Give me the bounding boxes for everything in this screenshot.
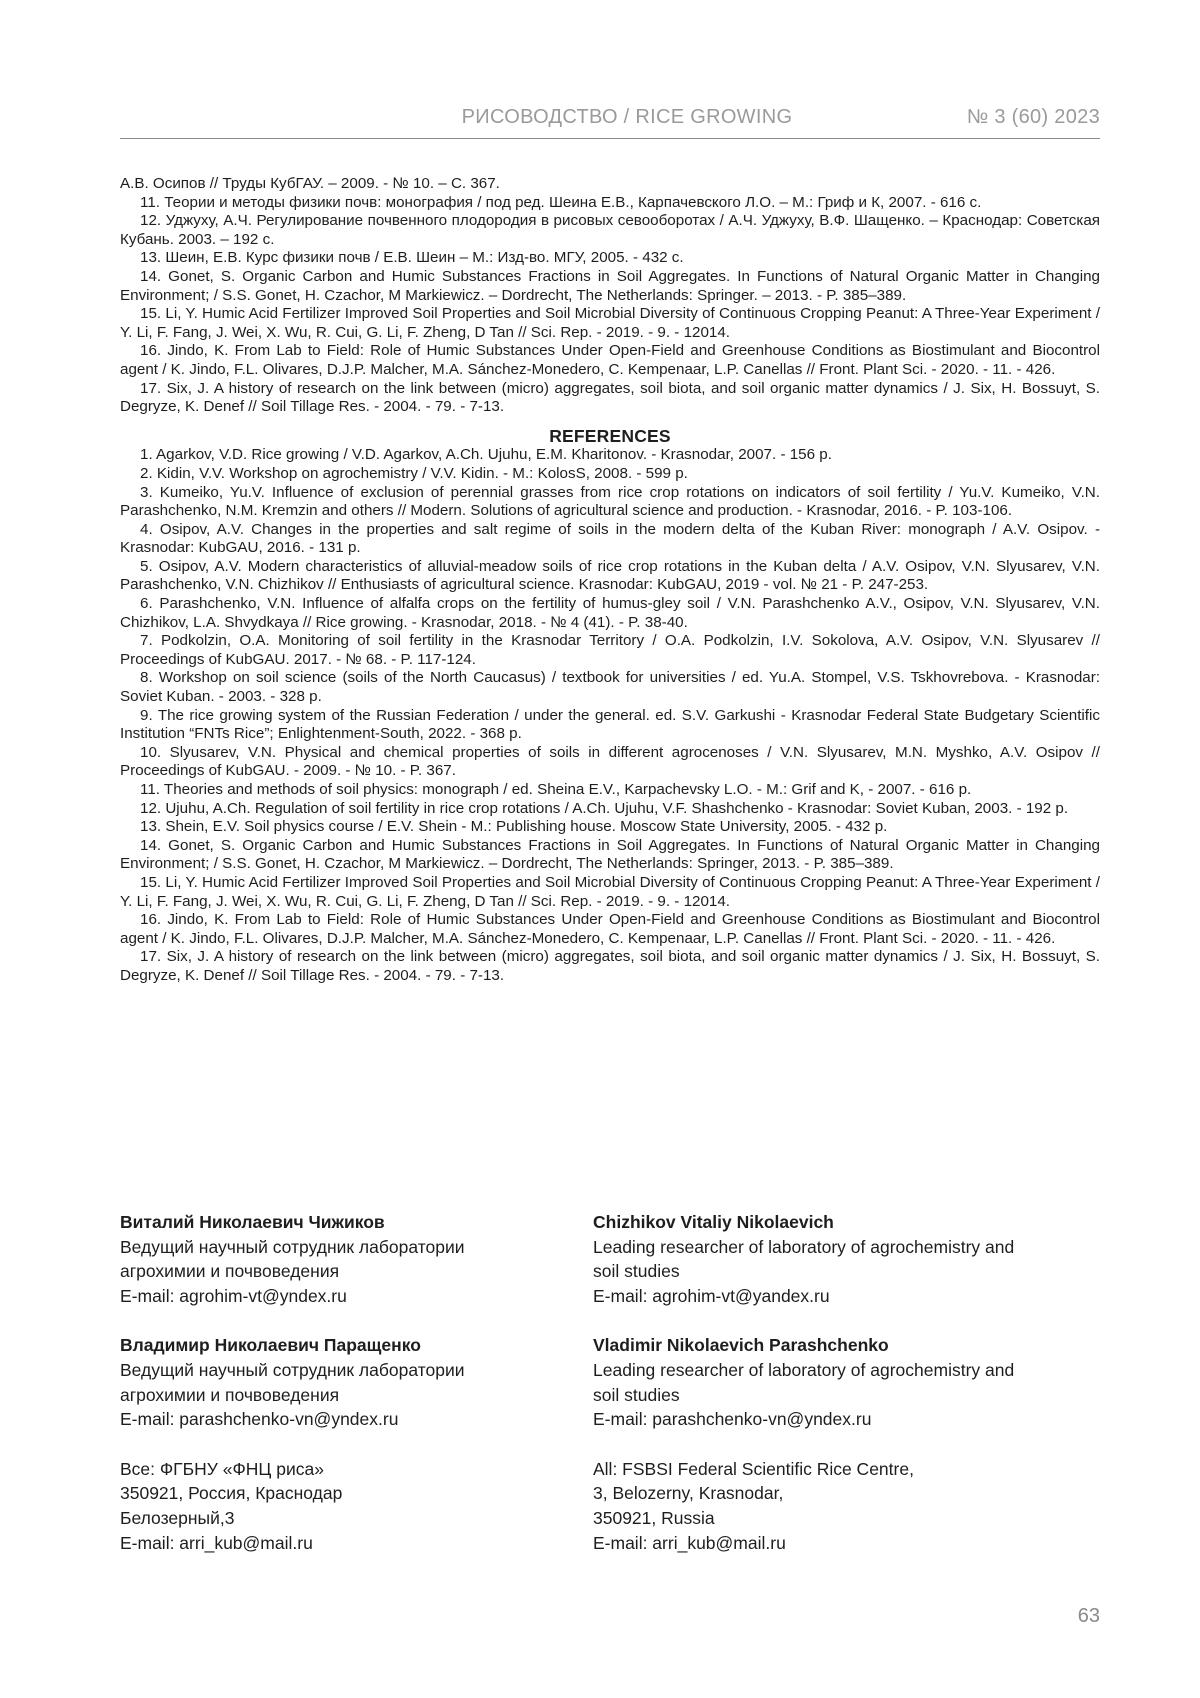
author-block bbox=[593, 1333, 1100, 1431]
reference-item: 11. Theories and methods of soil physics: monograph / ed. Sheina E.V., Karpachevsky L.O. - M.: Grif and K, - 2007. - 616 p. bbox=[120, 781, 1100, 800]
author-position: агрохимии и почвоведения bbox=[120, 1259, 560, 1284]
author-name: Владимир Николаевич Паращенко bbox=[120, 1333, 560, 1358]
author-position: агрохимии и почвоведения bbox=[120, 1383, 560, 1408]
page-number: 63 bbox=[1078, 1605, 1100, 1628]
affiliation-block bbox=[120, 1457, 560, 1555]
running-header bbox=[120, 104, 1100, 139]
affiliation-line: 350921, Россия, Краснодар bbox=[120, 1481, 560, 1506]
affiliation-line: All: FSBSI Federal Scientific Rice Centre, bbox=[593, 1457, 1100, 1482]
affiliation-line: Белозерный,3 bbox=[120, 1506, 560, 1531]
reference-item: 13. Shein, E.V. Soil physics course / E.V. Shein - M.: Publishing house. Moscow State University, 2005. - 432 p. bbox=[120, 818, 1100, 837]
reference-item: 4. Osipov, A.V. Changes in the properties and salt regime of soils in the modern delta of the Kuban River: monograph / A.V. Osipov. - Krasnodar: KubGAU, 2016. - 131 p. bbox=[120, 521, 1100, 558]
author-name: Виталий Николаевич Чижиков bbox=[120, 1210, 560, 1235]
author-block bbox=[120, 1210, 560, 1308]
affiliation-line: 3, Belozerny, Krasnodar, bbox=[593, 1481, 1100, 1506]
author-position: Leading researcher of laboratory of agrochemistry and bbox=[593, 1358, 1100, 1383]
author-position: Ведущий научный сотрудник лаборатории bbox=[120, 1235, 560, 1260]
reference-item: 3. Kumeiko, Yu.V. Influence of exclusion of perennial grasses from rice crop rotations on indicators of soil fertility / Yu.V. Kumeiko, V.N. Parashchenko, N.M. Kremzin and others // Modern. Solutions of agricultural science and production. - Krasnodar, 2016. - P. 103-106. bbox=[120, 484, 1100, 521]
reference-item: 7. Podkolzin, O.A. Monitoring of soil fertility in the Krasnodar Territory / O.A. Podkolzin, I.V. Sokolova, A.V. Osipov, V.N. Slyusarev // Proceedings of KubGAU. 2017. - № 68. - P. 117-124. bbox=[120, 632, 1100, 669]
author-info-ru bbox=[120, 1210, 560, 1580]
author-position: soil studies bbox=[593, 1383, 1100, 1408]
affiliation-line: Все: ФГБНУ «ФНЦ риса» bbox=[120, 1457, 560, 1482]
ru-reference-item: 16. Jindo, K. From Lab to Field: Role of Humic Substances Under Open-Field and Greenhouse Conditions as Biostimulant and Biocontrol agent / K. Jindo, F.L. Olivares, D.J.P. Malcher, M.A. Sánchez-Monedero, C. Kempenaar, L.P. Canellas // Front. Plant Sci. - 2020. - 11. - 426. bbox=[120, 342, 1100, 379]
issue-number: № 3 (60) 2023 bbox=[967, 106, 1100, 129]
references-heading: REFERENCES bbox=[120, 427, 1100, 446]
reference-item: 8. Workshop on soil science (soils of the North Caucasus) / textbook for universities / ed. Yu.A. Stompel, V.S. Tskhovrebova. - Krasnodar: Soviet Kuban. - 2003. - 328 p. bbox=[120, 669, 1100, 706]
author-email: E-mail: agrohim-vt@yndex.ru bbox=[120, 1284, 560, 1309]
ru-reference-item: 15. Li, Y. Humic Acid Fertilizer Improved Soil Properties and Soil Microbial Diversity of Continuous Cropping Peanut: A Three-Year Experiment / Y. Li, F. Fang, J. Wei, X. Wu, R. Cui, G. Li, F. Zheng, D Tan // Sci. Rep. - 2019. - 9. - 12014. bbox=[120, 305, 1100, 342]
ru-reference-item: 11. Теории и методы физики почв: монография / под ред. Шеина Е.В., Карпачевского Л.О. – М.: Гриф и К, 2007. - 616 с. bbox=[120, 194, 1100, 213]
ru-reference-item: 12. Уджуху, А.Ч. Регулирование почвенного плодородия в рисовых севооборотах / А.Ч. Уджуху, В.Ф. Шащенко. – Краснодар: Советская Кубань. 2003. – 192 с. bbox=[120, 212, 1100, 249]
ru-reference-item: А.В. Осипов // Труды КубГАУ. – 2009. - № 10. – С. 367. bbox=[120, 175, 1100, 194]
author-block bbox=[120, 1333, 560, 1431]
reference-item: 5. Osipov, A.V. Modern characteristics of alluvial-meadow soils of rice crop rotations in the Kuban delta / A.V. Osipov, V.N. Slyusarev, V.N. Parashchenko, V.N. Chizhikov // Enthusiasts of agricultural science. Krasnodar: KubGAU, 2019 - vol. № 21 - P. 247-253. bbox=[120, 558, 1100, 595]
reference-item: 14. Gonet, S. Organic Carbon and Humic Substances Fractions in Soil Aggregates. In Functions of Natural Organic Matter in Changing Environment; / S.S. Gonet, H. Czachor, M Markiewicz. – Dordrecht, The Netherlands: Springer, 2013. - P. 385–389. bbox=[120, 837, 1100, 874]
author-name: Chizhikov Vitaliy Nikolaevich bbox=[593, 1210, 1100, 1235]
reference-item: 17. Six, J. A history of research on the link between (micro) aggregates, soil biota, and soil organic matter dynamics / J. Six, H. Bossuyt, S. Degryze, K. Denef // Soil Tillage Res. - 2004. - 79. - 7-13. bbox=[120, 948, 1100, 985]
journal-title: РИСОВОДСТВО / RICE GROWING bbox=[412, 106, 842, 129]
affiliation-block bbox=[593, 1457, 1100, 1555]
reference-item: 12. Ujuhu, A.Ch. Regulation of soil fertility in rice crop rotations / A.Ch. Ujuhu, V.F. Shashchenko - Krasnodar: Soviet Kuban, 2003. - 192 p. bbox=[120, 800, 1100, 819]
affiliation-line: 350921, Russia bbox=[593, 1506, 1100, 1531]
author-position: Ведущий научный сотрудник лаборатории bbox=[120, 1358, 560, 1383]
ru-reference-item: 13. Шеин, Е.В. Курс физики почв / Е.В. Шеин – М.: Изд-во. МГУ, 2005. - 432 с. bbox=[120, 249, 1100, 268]
author-position: Leading researcher of laboratory of agrochemistry and bbox=[593, 1235, 1100, 1260]
ru-reference-item: 17. Six, J. A history of research on the link between (micro) aggregates, soil biota, and soil organic matter dynamics / J. Six, H. Bossuyt, S. Degryze, K. Denef // Soil Tillage Res. - 2004. - 79. - 7-13. bbox=[120, 380, 1100, 417]
author-email: E-mail: parashchenko-vn@yndex.ru bbox=[593, 1407, 1100, 1432]
reference-item: 16. Jindo, K. From Lab to Field: Role of Humic Substances Under Open-Field and Greenhouse Conditions as Biostimulant and Biocontrol agent / K. Jindo, F.L. Olivares, D.J.P. Malcher, M.A. Sánchez-Monedero, C. Kempenaar, L.P. Canellas // Front. Plant Sci. - 2020. - 11. - 426. bbox=[120, 911, 1100, 948]
author-block bbox=[593, 1210, 1100, 1308]
author-name: Vladimir Nikolaevich Parashchenko bbox=[593, 1333, 1100, 1358]
reference-section bbox=[120, 175, 1100, 986]
reference-item: 9. The rice growing system of the Russian Federation / under the general. ed. S.V. Garkushi - Krasnodar Federal State Budgetary Scientific Institution “FNTs Rice”; Enlightenment-South, 2022. - 368 p. bbox=[120, 707, 1100, 744]
reference-item: 1. Agarkov, V.D. Rice growing / V.D. Agarkov, A.Ch. Ujuhu, E.M. Kharitonov. - Krasnodar, 2007. - 156 p. bbox=[120, 446, 1100, 465]
affiliation-email: E-mail: arri_kub@mail.ru bbox=[120, 1531, 560, 1556]
affiliation-email: E-mail: arri_kub@mail.ru bbox=[593, 1531, 1100, 1556]
reference-item: 10. Slyusarev, V.N. Physical and chemical properties of soils in different agrocenoses / V.N. Slyusarev, M.N. Myshko, A.V. Osipov // Proceedings of KubGAU. - 2009. - № 10. - P. 367. bbox=[120, 744, 1100, 781]
author-position: soil studies bbox=[593, 1259, 1100, 1284]
author-email: E-mail: agrohim-vt@yandex.ru bbox=[593, 1284, 1100, 1309]
reference-item: 15. Li, Y. Humic Acid Fertilizer Improved Soil Properties and Soil Microbial Diversity of Continuous Cropping Peanut: A Three-Year Experiment / Y. Li, F. Fang, J. Wei, X. Wu, R. Cui, G. Li, F. Zheng, D Tan // Sci. Rep. - 2019. - 9. - 12014. bbox=[120, 874, 1100, 911]
reference-item: 6. Parashchenko, V.N. Influence of alfalfa crops on the fertility of humus-gley soil / V.N. Parashchenko A.V., Osipov, V.N. Slyusarev, V.N. Chizhikov, L.A. Shvydkaya // Rice growing. - Krasnodar, 2018. - № 4 (41). - P. 38-40. bbox=[120, 595, 1100, 632]
reference-item: 2. Kidin, V.V. Workshop on agrochemistry / V.V. Kidin. - M.: KolosS, 2008. - 599 p. bbox=[120, 465, 1100, 484]
author-info-en bbox=[593, 1210, 1100, 1580]
author-email: E-mail: parashchenko-vn@yndex.ru bbox=[120, 1407, 560, 1432]
ru-reference-item: 14. Gonet, S. Organic Carbon and Humic Substances Fractions in Soil Aggregates. In Functions of Natural Organic Matter in Changing Environment; / S.S. Gonet, H. Czachor, M Markiewicz. – Dordrecht, The Netherlands: Springer. – 2013. - P. 385–389. bbox=[120, 268, 1100, 305]
